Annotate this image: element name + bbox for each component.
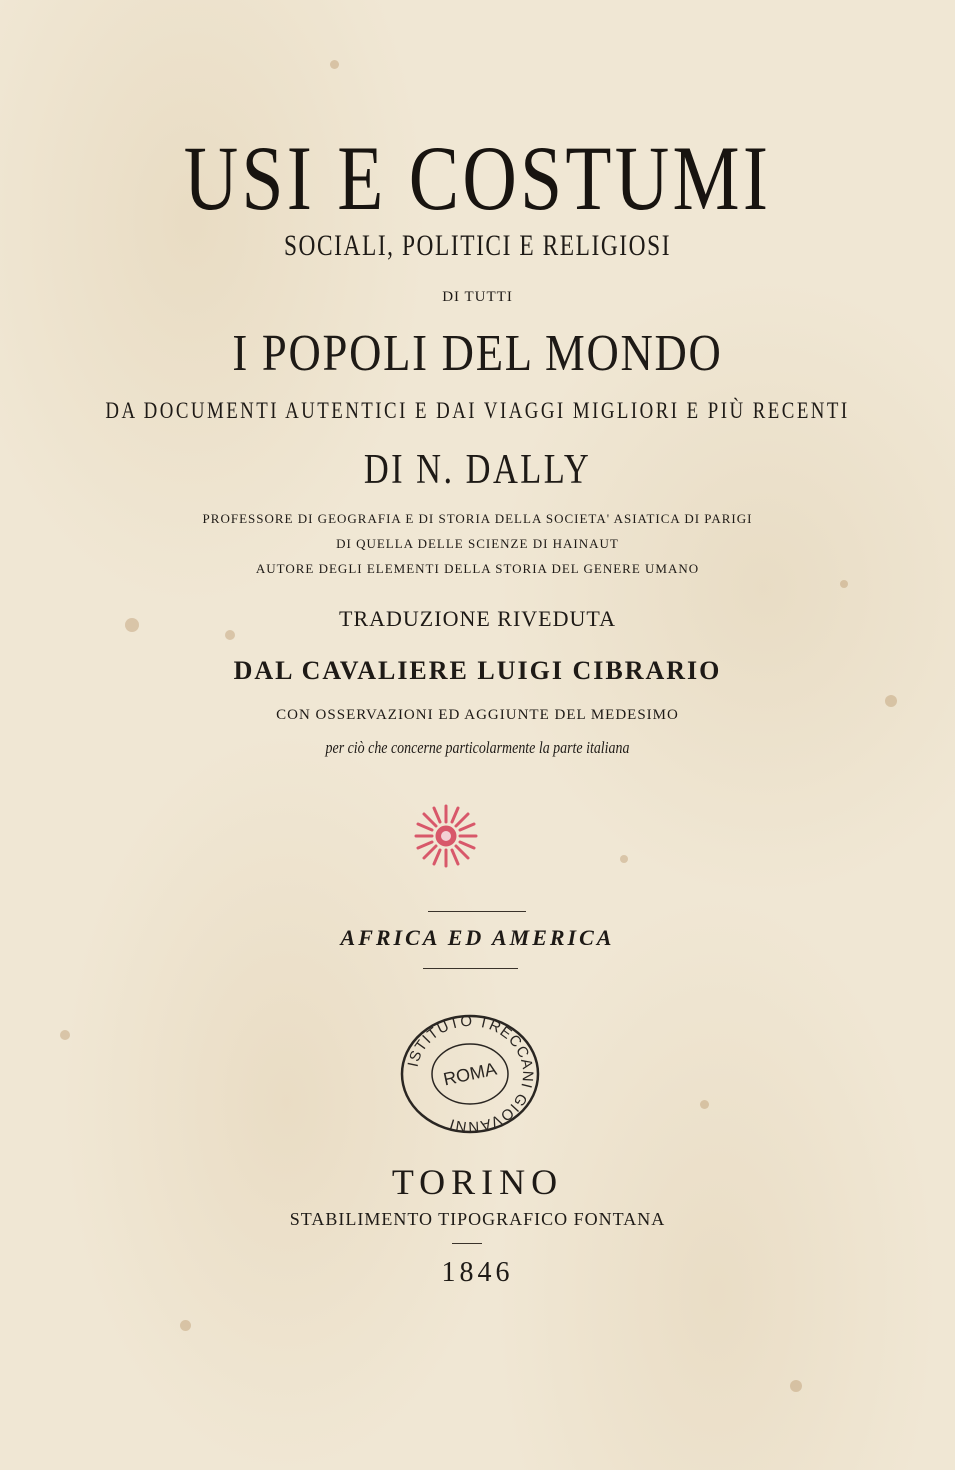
foxing-spot [330,60,339,69]
author-credential: DI QUELLA DELLE SCIENZE DI HAINAUT [336,536,619,551]
divider-rule [428,911,526,912]
main-title: USI E COSTUMI [183,127,772,229]
additions-note: per ciò che concerne particolarmente la parte italiana [325,738,630,757]
additions-line: CON OSSERVAZIONI ED AGGIUNTE DEL MEDESIMO [276,707,679,723]
author-credential: AUTORE DEGLI ELEMENTI DELLA STORIA DEL GENERE UMANO [255,561,700,576]
stamp-center-text: ROMA [441,1058,499,1090]
publisher-name: STABILIMENTO TIPOGRAFICO FONTANA [289,1209,666,1229]
translator-line: DAL CAVALIERE LUIGI CIBRARIO [233,656,722,685]
foxing-spot [620,855,628,863]
divider-rule [423,968,518,969]
library-stamp [395,1012,545,1137]
publication-year: 1846 [441,1257,514,1288]
peoples-heading: I POPOLI DEL MONDO [232,325,723,382]
author-line: DI N. DALLY [363,447,592,493]
foxing-spot [700,1100,709,1109]
sources-line: DA DOCUMENTI AUTENTICI E DAI VIAGGI MIGLIORI E PIÙ RECENTI [105,398,850,423]
foxing-spot [60,1030,70,1040]
translation-line: TRADUZIONE RIVEDUTA [339,606,616,631]
subtitle: SOCIALI, POLITICI E RELIGIOSI [283,229,672,262]
volume-title: AFRICA ED AMERICA [340,925,615,950]
divider-rule [452,1243,482,1244]
ornament-icon [410,800,482,872]
publication-city: TORINO [391,1162,564,1202]
connector-text: DI TUTTI [442,289,513,305]
foxing-spot [790,1380,802,1392]
author-credential: PROFESSORE DI GEOGRAFIA E DI STORIA DELLA SOCIETA' ASIATICA DI PARIGI [202,511,753,526]
stamp-ring-text: ISTITUTO TRECCANI GIOVANNI [404,1012,537,1136]
foxing-spot [840,580,848,588]
foxing-spot [180,1320,191,1331]
